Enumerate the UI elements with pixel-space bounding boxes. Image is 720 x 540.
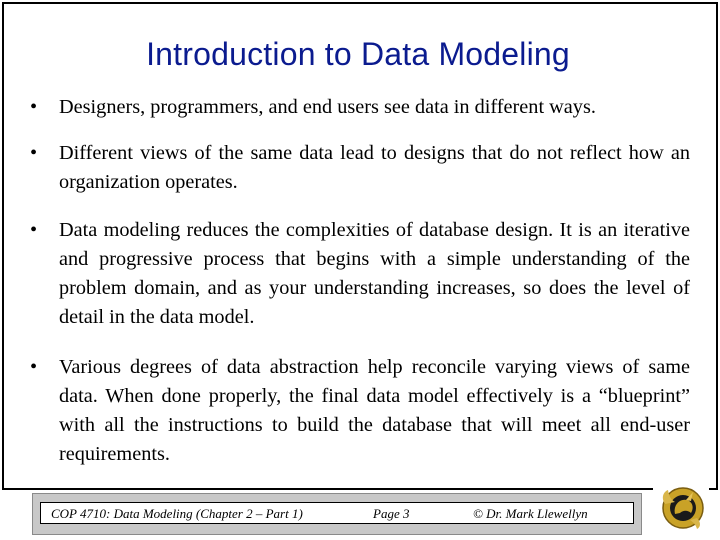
- footer-course: COP 4710: Data Modeling (Chapter 2 – Part 1): [51, 506, 303, 521]
- bullet-list: [30, 93, 690, 487]
- footer-page-number: Page 3: [373, 506, 410, 521]
- slide-title: Introduction to Data Modeling: [146, 36, 570, 72]
- bullet-item: • Data modeling reduces the complexities of database design. It is an iterative and progressive process that begins with a simple understanding of the problem domain, and as your understanding increases, so does the level of detail in the data model.: [30, 216, 690, 332]
- bullet-item: • Various degrees of data abstraction help reconcile varying views of same data. When done properly, the final data model effectively is a “blueprint” with all the instructions to build the database that will meet all end-user requirements.: [30, 353, 690, 469]
- footer-bar: [32, 493, 642, 535]
- footer-author: © Dr. Mark Llewellyn: [473, 506, 588, 521]
- bullet-item: • Different views of the same data lead to designs that do not reflect how an organization operates.: [30, 139, 690, 197]
- bullet-item: • Designers, programmers, and end users see data in different ways.: [30, 93, 690, 122]
- footer-box: [40, 502, 634, 524]
- pegasus-logo-icon: [653, 478, 709, 534]
